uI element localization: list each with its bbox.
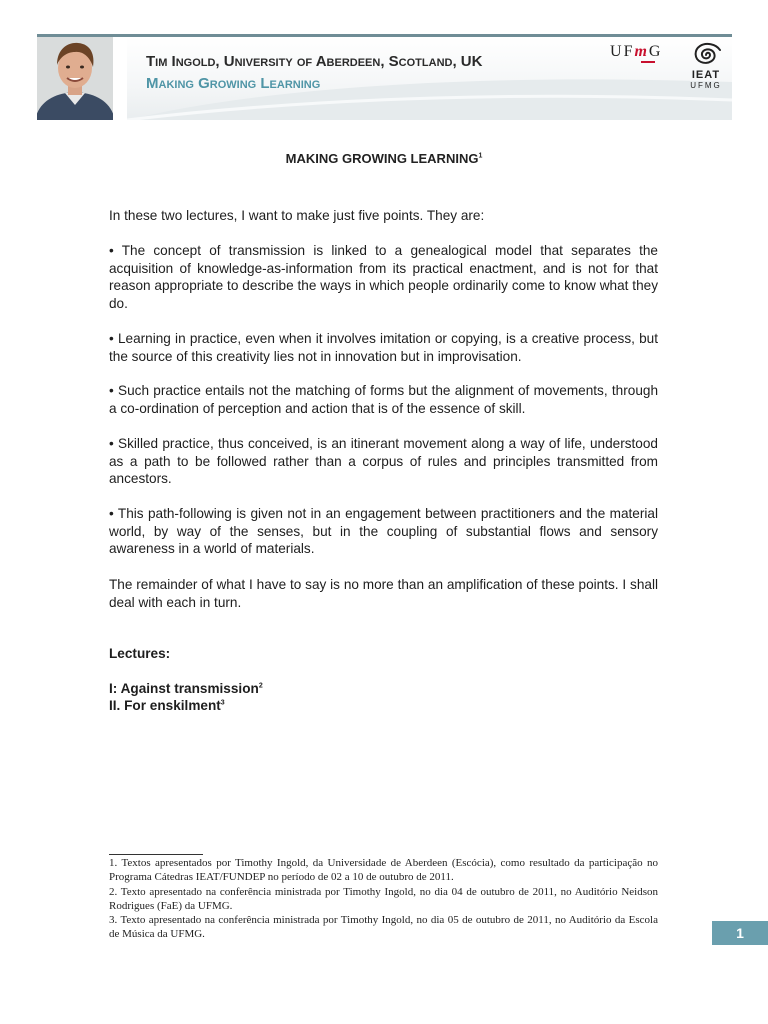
footnote-ref: 1	[478, 152, 483, 160]
header-subtitle: Making Growing Learning	[146, 75, 321, 92]
author-photo	[37, 37, 113, 120]
footnotes	[109, 856, 658, 942]
point-4: • Skilled practice, thus conceived, is an itinerant movement along a way of life, understood as a path to be followed rather than a corpus of rules and principles transmitted from ancestors.	[109, 436, 658, 486]
page-number: 1	[712, 921, 768, 945]
point-1: • The concept of transmission is linked to a genealogical model that separates the acquisition of knowledge-as-information from its practical enactment, and is not for that reason appropriate to describe the ways in which people ordinarily come to know what they do.	[109, 243, 658, 311]
footnote-rule	[109, 854, 203, 855]
document-title: MAKING GROWING LEARNING$^1$	[285, 151, 483, 166]
conclusion-paragraph: The remainder of what I have to say is no more than an amplification of these points. I shall deal with each in turn.	[109, 577, 658, 610]
lecture-item-1: I: Against transmission$^2$	[109, 681, 263, 696]
lecture-item-2: II. For enskilment$^3$	[109, 698, 225, 713]
ieat-spiral-icon	[689, 42, 723, 66]
footnote-1: 1. Textos apresentados por Timothy Ingold, da Universidade de Aberdeen (Escócia), como resultado da participação no Programa Cátedras IEAT/FUNDEP no período de 02 a 10 de outubro de 2011.	[109, 857, 658, 884]
ieat-logo: IEAT UFMG	[685, 42, 727, 90]
footnote-ref: 3	[220, 699, 225, 707]
ufmg-logo: UFmG	[610, 43, 663, 60]
lectures-heading: Lectures:	[109, 646, 171, 661]
intro-paragraph: In these two lectures, I want to make just five points. They are:	[109, 208, 485, 223]
page-header	[37, 34, 732, 120]
header-rule	[37, 34, 732, 37]
author-line: Tim Ingold, University of Aberdeen, Scotland, UK	[146, 53, 483, 70]
footnote-2: 2. Texto apresentado na conferência ministrada por Timothy Ingold, no dia 04 de outubro de 2011, no Auditório Neidson Rodrigues (FaE) da UFMG.	[109, 885, 658, 912]
point-2: • Learning in practice, even when it involves imitation or copying, is a creative process, but the source of this creativity lies not in innovation but in improvisation.	[109, 331, 658, 364]
point-5: • This path-following is given not in an engagement between practitioners and the material world, by way of the senses, but in the coupling of substantial flows and sensory awareness in a world of materials.	[109, 506, 658, 556]
footnote-3: 3. Texto apresentado na conferência ministrada por Timothy Ingold, no dia 05 de outubro de 2011, no Auditório da Escola de Música da UFMG.	[109, 914, 658, 941]
ufmg-logo-bar	[641, 61, 655, 63]
point-3: • Such practice entails not the matching of forms but the alignment of movements, through a co-ordination of perception and action that is of the essence of skill.	[109, 383, 658, 416]
footnote-ref: 2	[258, 682, 263, 690]
